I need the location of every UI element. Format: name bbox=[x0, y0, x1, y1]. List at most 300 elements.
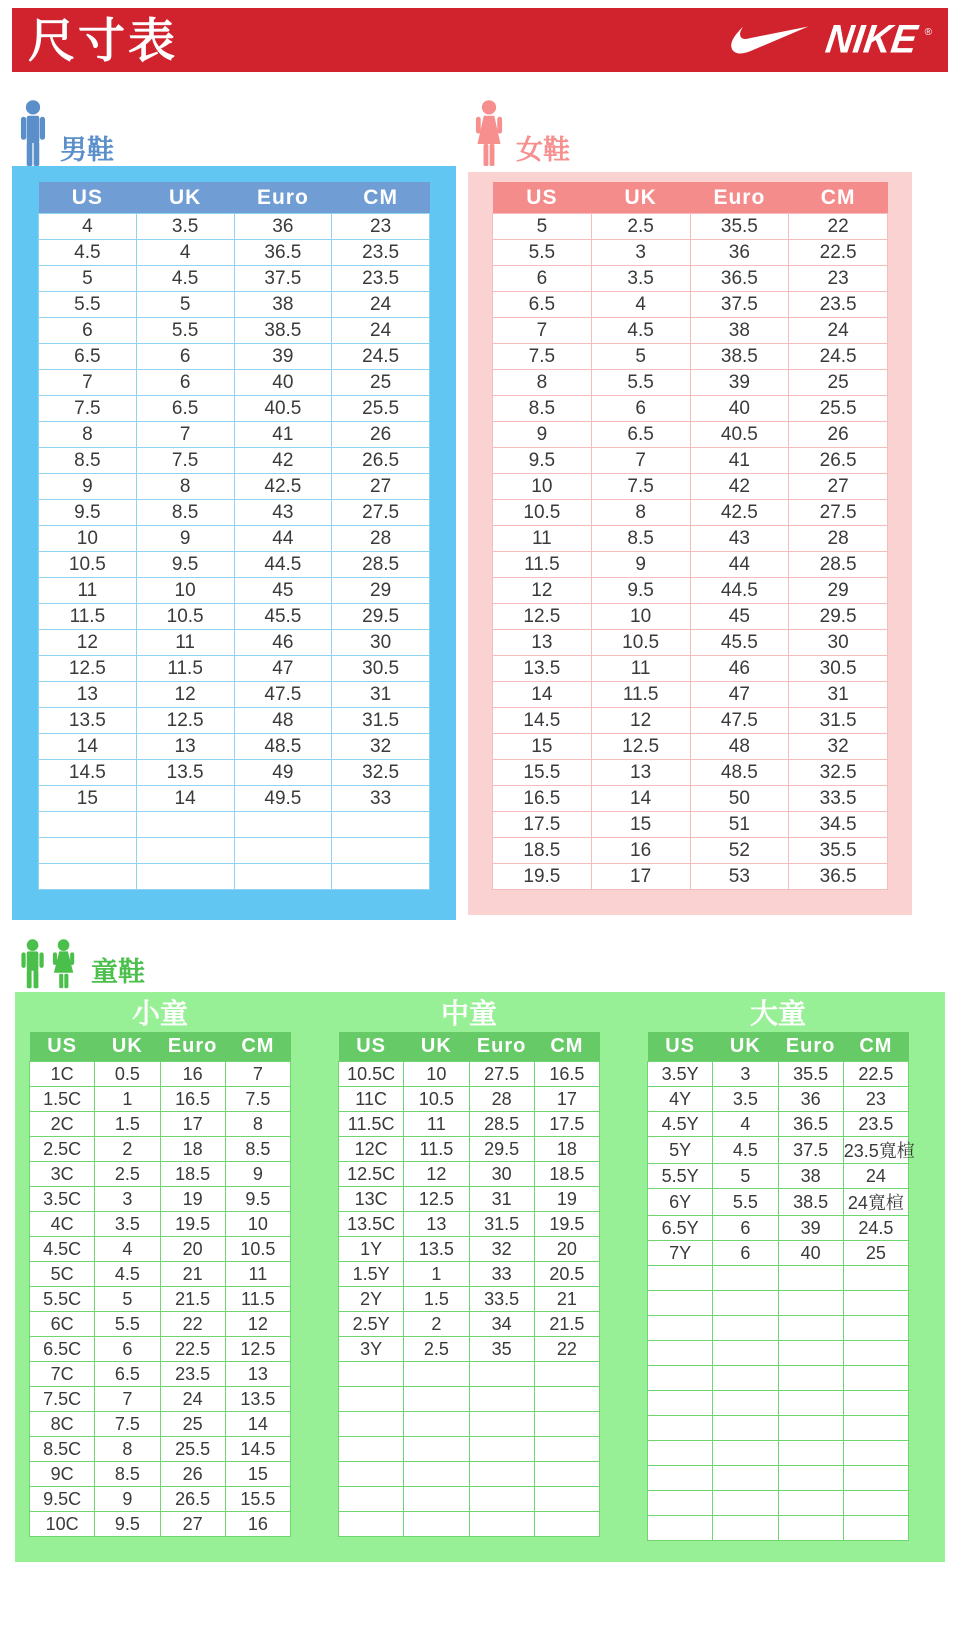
size-cell: 47.5 bbox=[234, 682, 332, 708]
size-cell bbox=[136, 838, 234, 864]
column-header-uk: UK bbox=[404, 1032, 469, 1062]
size-cell: 13.5 bbox=[225, 1387, 290, 1412]
size-cell: 11 bbox=[493, 526, 592, 552]
size-cell: 11.5 bbox=[39, 604, 137, 630]
size-cell: 4Y bbox=[648, 1087, 713, 1112]
size-cell: 6.5 bbox=[95, 1362, 160, 1387]
size-cell: 49 bbox=[234, 760, 332, 786]
size-cell: 26.5 bbox=[332, 448, 430, 474]
size-cell bbox=[648, 1366, 713, 1391]
header-banner bbox=[12, 8, 948, 72]
size-cell: 16.5 bbox=[493, 786, 592, 812]
size-cell: 7 bbox=[591, 448, 690, 474]
size-cell: 30 bbox=[789, 630, 888, 656]
size-cell bbox=[713, 1341, 778, 1366]
table-row bbox=[39, 318, 430, 344]
size-cell: 31.5 bbox=[332, 708, 430, 734]
size-cell bbox=[648, 1441, 713, 1466]
size-cell bbox=[136, 812, 234, 838]
size-cell bbox=[469, 1437, 534, 1462]
header-row bbox=[339, 1032, 600, 1062]
header-row bbox=[493, 182, 888, 214]
size-cell: 36.5 bbox=[690, 266, 789, 292]
size-cell: 10C bbox=[30, 1512, 95, 1537]
size-cell: 43 bbox=[234, 500, 332, 526]
table-row bbox=[339, 1412, 600, 1437]
size-cell: 45 bbox=[234, 578, 332, 604]
size-cell bbox=[648, 1391, 713, 1416]
size-cell: 14 bbox=[136, 786, 234, 812]
size-cell: 28 bbox=[469, 1087, 534, 1112]
size-cell: 3.5 bbox=[136, 214, 234, 240]
size-cell: 10.5 bbox=[225, 1237, 290, 1262]
table-row bbox=[39, 396, 430, 422]
size-cell: 28 bbox=[789, 526, 888, 552]
size-cell: 40.5 bbox=[234, 396, 332, 422]
size-cell: 10 bbox=[225, 1212, 290, 1237]
size-cell: 12.5 bbox=[404, 1187, 469, 1212]
size-cell: 14.5 bbox=[493, 708, 592, 734]
size-cell: 23.5 bbox=[160, 1362, 225, 1387]
kids-small-size-table bbox=[29, 1032, 291, 1537]
size-cell: 24 bbox=[332, 318, 430, 344]
size-cell bbox=[713, 1441, 778, 1466]
size-cell: 4 bbox=[713, 1112, 778, 1137]
size-cell: 47 bbox=[234, 656, 332, 682]
size-cell: 9 bbox=[591, 552, 690, 578]
size-cell: 3Y bbox=[339, 1337, 404, 1362]
size-cell: 8 bbox=[39, 422, 137, 448]
size-cell: 9.5 bbox=[591, 578, 690, 604]
size-cell: 46 bbox=[690, 656, 789, 682]
size-cell bbox=[404, 1462, 469, 1487]
size-cell: 30.5 bbox=[789, 656, 888, 682]
size-cell: 38 bbox=[778, 1164, 843, 1189]
size-cell: 14.5 bbox=[39, 760, 137, 786]
table-row bbox=[339, 1137, 600, 1162]
size-cell: 10.5 bbox=[404, 1087, 469, 1112]
size-cell: 40 bbox=[234, 370, 332, 396]
size-cell: 7 bbox=[95, 1387, 160, 1412]
size-cell: 13.5 bbox=[136, 760, 234, 786]
size-cell: 11 bbox=[39, 578, 137, 604]
size-cell: 12 bbox=[225, 1312, 290, 1337]
size-cell bbox=[534, 1462, 599, 1487]
column-header-uk: UK bbox=[136, 182, 234, 214]
size-cell: 3 bbox=[591, 240, 690, 266]
size-cell: 7 bbox=[493, 318, 592, 344]
table-row bbox=[39, 786, 430, 812]
size-cell: 9 bbox=[493, 422, 592, 448]
size-cell bbox=[778, 1491, 843, 1516]
size-cell: 7C bbox=[30, 1362, 95, 1387]
size-cell: 32 bbox=[332, 734, 430, 760]
size-cell: 21.5 bbox=[534, 1312, 599, 1337]
size-cell: 3 bbox=[713, 1062, 778, 1087]
size-cell bbox=[469, 1412, 534, 1437]
size-cell: 11 bbox=[136, 630, 234, 656]
size-cell bbox=[234, 812, 332, 838]
size-cell bbox=[136, 864, 234, 890]
men-section bbox=[12, 96, 456, 920]
table-row bbox=[39, 838, 430, 864]
size-cell: 23 bbox=[843, 1087, 908, 1112]
size-cell bbox=[469, 1362, 534, 1387]
size-cell: 15 bbox=[591, 812, 690, 838]
table-row bbox=[493, 734, 888, 760]
column-header-cm: CM bbox=[789, 182, 888, 214]
size-cell: 6 bbox=[136, 370, 234, 396]
size-cell: 15.5 bbox=[225, 1487, 290, 1512]
size-cell: 24.5 bbox=[843, 1216, 908, 1241]
size-cell: 32.5 bbox=[789, 760, 888, 786]
size-cell: 19.5 bbox=[493, 864, 592, 890]
size-cell: 39 bbox=[778, 1216, 843, 1241]
size-cell: 7.5 bbox=[591, 474, 690, 500]
table-row bbox=[339, 1212, 600, 1237]
size-cell: 35 bbox=[469, 1337, 534, 1362]
size-cell: 7 bbox=[136, 422, 234, 448]
table-row bbox=[493, 396, 888, 422]
women-size-table bbox=[492, 182, 888, 890]
size-cell: 8 bbox=[225, 1112, 290, 1137]
size-cell: 3.5 bbox=[95, 1212, 160, 1237]
size-cell: 36 bbox=[690, 240, 789, 266]
size-cell: 8.5C bbox=[30, 1437, 95, 1462]
size-cell: 30.5 bbox=[332, 656, 430, 682]
size-cell: 48 bbox=[690, 734, 789, 760]
size-cell: 2.5 bbox=[404, 1337, 469, 1362]
size-cell: 2.5 bbox=[591, 214, 690, 240]
size-cell: 42 bbox=[690, 474, 789, 500]
size-cell: 25 bbox=[332, 370, 430, 396]
size-cell: 1.5 bbox=[95, 1112, 160, 1137]
size-cell: 53 bbox=[690, 864, 789, 890]
table-row bbox=[30, 1237, 291, 1262]
size-cell: 11.5 bbox=[591, 682, 690, 708]
table-row bbox=[339, 1437, 600, 1462]
table-row bbox=[339, 1162, 600, 1187]
table-row bbox=[39, 760, 430, 786]
table-row bbox=[39, 656, 430, 682]
size-cell: 29.5 bbox=[469, 1137, 534, 1162]
size-cell: 50 bbox=[690, 786, 789, 812]
size-cell: 9 bbox=[136, 526, 234, 552]
table-row bbox=[39, 812, 430, 838]
size-cell: 7.5C bbox=[30, 1387, 95, 1412]
size-cell: 37.5 bbox=[778, 1137, 843, 1164]
size-cell: 37.5 bbox=[234, 266, 332, 292]
size-cell: 12.5 bbox=[493, 604, 592, 630]
column-header-euro: Euro bbox=[778, 1032, 843, 1062]
kids-small-column bbox=[29, 998, 291, 1562]
size-cell bbox=[778, 1341, 843, 1366]
size-cell: 2.5C bbox=[30, 1137, 95, 1162]
size-cell: 48.5 bbox=[690, 760, 789, 786]
size-cell: 2C bbox=[30, 1112, 95, 1137]
table-row bbox=[339, 1287, 600, 1312]
size-cell: 31.5 bbox=[469, 1212, 534, 1237]
size-cell: 24.5 bbox=[789, 344, 888, 370]
table-row bbox=[493, 786, 888, 812]
size-cell bbox=[648, 1491, 713, 1516]
table-row bbox=[493, 214, 888, 240]
size-cell: 21 bbox=[160, 1262, 225, 1287]
table-row bbox=[339, 1337, 600, 1362]
table-row bbox=[39, 578, 430, 604]
size-cell: 5 bbox=[591, 344, 690, 370]
size-cell: 19 bbox=[534, 1187, 599, 1212]
table-row bbox=[39, 682, 430, 708]
table-row bbox=[39, 214, 430, 240]
size-cell: 19.5 bbox=[534, 1212, 599, 1237]
table-row bbox=[648, 1491, 909, 1516]
size-cell bbox=[469, 1387, 534, 1412]
size-cell: 7.5 bbox=[39, 396, 137, 422]
size-cell: 7Y bbox=[648, 1241, 713, 1266]
table-row bbox=[648, 1216, 909, 1241]
size-cell: 22.5 bbox=[843, 1062, 908, 1087]
table-row bbox=[39, 474, 430, 500]
table-row bbox=[339, 1187, 600, 1212]
size-cell bbox=[404, 1362, 469, 1387]
size-cell: 9.5 bbox=[39, 500, 137, 526]
size-cell: 36 bbox=[778, 1087, 843, 1112]
size-cell: 1C bbox=[30, 1062, 95, 1087]
size-cell: 11.5C bbox=[339, 1112, 404, 1137]
size-cell: 1 bbox=[95, 1087, 160, 1112]
kids-panel bbox=[15, 992, 945, 1562]
size-cell bbox=[713, 1516, 778, 1541]
table-row bbox=[339, 1312, 600, 1337]
table-row bbox=[39, 240, 430, 266]
table-row bbox=[30, 1137, 291, 1162]
kids-big-column bbox=[647, 998, 915, 1562]
size-cell: 38.5 bbox=[690, 344, 789, 370]
size-cell: 29 bbox=[332, 578, 430, 604]
size-cell: 51 bbox=[690, 812, 789, 838]
size-cell: 16 bbox=[225, 1512, 290, 1537]
size-cell bbox=[778, 1441, 843, 1466]
size-cell: 13.5C bbox=[339, 1212, 404, 1237]
size-cell bbox=[339, 1412, 404, 1437]
women-label: 女鞋 bbox=[516, 135, 570, 165]
size-cell: 2.5 bbox=[95, 1162, 160, 1187]
size-cell: 2.5Y bbox=[339, 1312, 404, 1337]
table-row bbox=[493, 474, 888, 500]
size-cell: 4.5C bbox=[30, 1237, 95, 1262]
size-cell: 30 bbox=[332, 630, 430, 656]
size-cell: 12.5 bbox=[136, 708, 234, 734]
size-cell: 7 bbox=[39, 370, 137, 396]
header-row bbox=[30, 1032, 291, 1062]
size-cell: 28.5 bbox=[469, 1112, 534, 1137]
size-cell: 36.5 bbox=[234, 240, 332, 266]
size-cell: 0.5 bbox=[95, 1062, 160, 1087]
table-row bbox=[648, 1137, 909, 1164]
size-cell: 44 bbox=[690, 552, 789, 578]
table-row bbox=[493, 500, 888, 526]
size-cell bbox=[648, 1416, 713, 1441]
table-row bbox=[493, 422, 888, 448]
table-row bbox=[648, 1266, 909, 1291]
size-cell: 5 bbox=[713, 1164, 778, 1189]
size-cell bbox=[778, 1291, 843, 1316]
size-cell: 23.5寬楦 bbox=[843, 1137, 908, 1164]
size-cell: 26 bbox=[332, 422, 430, 448]
table-row bbox=[493, 578, 888, 604]
size-cell: 10.5 bbox=[136, 604, 234, 630]
size-cell: 16 bbox=[160, 1062, 225, 1087]
size-cell bbox=[713, 1416, 778, 1441]
size-cell bbox=[778, 1466, 843, 1491]
column-header-euro: Euro bbox=[160, 1032, 225, 1062]
table-row bbox=[30, 1162, 291, 1187]
woman-icon bbox=[472, 100, 506, 166]
table-row bbox=[339, 1062, 600, 1087]
size-cell: 17 bbox=[534, 1087, 599, 1112]
size-cell: 41 bbox=[234, 422, 332, 448]
size-cell: 6 bbox=[136, 344, 234, 370]
size-cell: 40 bbox=[690, 396, 789, 422]
size-cell: 17 bbox=[160, 1112, 225, 1137]
size-cell: 17.5 bbox=[493, 812, 592, 838]
table-row bbox=[39, 630, 430, 656]
size-cell bbox=[843, 1441, 908, 1466]
size-cell: 41 bbox=[690, 448, 789, 474]
size-cell: 22.5 bbox=[160, 1337, 225, 1362]
size-cell: 40.5 bbox=[690, 422, 789, 448]
size-cell: 6.5 bbox=[493, 292, 592, 318]
size-cell: 15 bbox=[225, 1462, 290, 1487]
size-cell: 38 bbox=[690, 318, 789, 344]
size-cell: 29.5 bbox=[332, 604, 430, 630]
size-cell: 45.5 bbox=[690, 630, 789, 656]
size-cell: 13 bbox=[136, 734, 234, 760]
size-cell: 16 bbox=[591, 838, 690, 864]
size-cell: 2 bbox=[95, 1137, 160, 1162]
size-cell: 3.5 bbox=[713, 1087, 778, 1112]
size-cell bbox=[778, 1391, 843, 1416]
size-cell: 7.5 bbox=[95, 1412, 160, 1437]
column-header-cm: CM bbox=[225, 1032, 290, 1062]
size-cell bbox=[534, 1362, 599, 1387]
size-cell: 12 bbox=[404, 1162, 469, 1187]
size-cell: 25 bbox=[160, 1412, 225, 1437]
table-row bbox=[493, 760, 888, 786]
size-cell: 13 bbox=[39, 682, 137, 708]
size-cell: 4.5Y bbox=[648, 1112, 713, 1137]
size-cell: 6 bbox=[591, 396, 690, 422]
size-cell: 34 bbox=[469, 1312, 534, 1337]
size-cell: 24 bbox=[789, 318, 888, 344]
size-cell bbox=[39, 838, 137, 864]
size-cell: 42.5 bbox=[690, 500, 789, 526]
size-cell bbox=[843, 1391, 908, 1416]
size-cell: 8.5 bbox=[225, 1137, 290, 1162]
size-cell: 23 bbox=[332, 214, 430, 240]
size-cell: 45 bbox=[690, 604, 789, 630]
size-cell: 14 bbox=[225, 1412, 290, 1437]
size-cell: 44 bbox=[234, 526, 332, 552]
size-cell: 9 bbox=[225, 1162, 290, 1187]
size-cell: 45.5 bbox=[234, 604, 332, 630]
size-cell: 12 bbox=[493, 578, 592, 604]
size-cell: 28.5 bbox=[789, 552, 888, 578]
size-cell: 33.5 bbox=[469, 1287, 534, 1312]
size-cell: 5.5 bbox=[591, 370, 690, 396]
size-cell bbox=[39, 812, 137, 838]
size-cell: 36.5 bbox=[789, 864, 888, 890]
table-row bbox=[493, 604, 888, 630]
size-cell: 4C bbox=[30, 1212, 95, 1237]
size-cell: 12 bbox=[39, 630, 137, 656]
table-row bbox=[339, 1237, 600, 1262]
size-cell bbox=[778, 1416, 843, 1441]
size-cell: 1Y bbox=[339, 1237, 404, 1262]
size-cell bbox=[648, 1316, 713, 1341]
size-cell: 17.5 bbox=[534, 1112, 599, 1137]
size-cell: 9 bbox=[95, 1487, 160, 1512]
size-cell: 8.5 bbox=[39, 448, 137, 474]
table-row bbox=[648, 1316, 909, 1341]
size-cell: 5.5 bbox=[39, 292, 137, 318]
size-cell: 27 bbox=[332, 474, 430, 500]
size-cell: 25.5 bbox=[160, 1437, 225, 1462]
table-row bbox=[648, 1341, 909, 1366]
size-cell: 13.5 bbox=[39, 708, 137, 734]
size-cell: 6 bbox=[95, 1337, 160, 1362]
size-cell: 14 bbox=[591, 786, 690, 812]
size-cell: 39 bbox=[234, 344, 332, 370]
size-cell: 20.5 bbox=[534, 1262, 599, 1287]
size-cell: 44.5 bbox=[234, 552, 332, 578]
size-cell: 13 bbox=[591, 760, 690, 786]
size-cell: 10.5 bbox=[493, 500, 592, 526]
size-cell: 4.5 bbox=[713, 1137, 778, 1164]
children-icon bbox=[19, 938, 81, 990]
size-cell: 13.5 bbox=[404, 1237, 469, 1262]
size-cell: 48.5 bbox=[234, 734, 332, 760]
size-cell: 26 bbox=[789, 422, 888, 448]
column-header-euro: Euro bbox=[234, 182, 332, 214]
size-cell: 10.5 bbox=[591, 630, 690, 656]
size-cell bbox=[713, 1491, 778, 1516]
kids-small-title: 小童 bbox=[131, 998, 188, 1029]
size-cell: 38 bbox=[234, 292, 332, 318]
table-row bbox=[30, 1362, 291, 1387]
size-cell bbox=[713, 1316, 778, 1341]
column-header-cm: CM bbox=[534, 1032, 599, 1062]
page-title: 尺寸表 bbox=[28, 13, 178, 67]
size-cell: 3.5C bbox=[30, 1187, 95, 1212]
nike-swoosh-icon bbox=[722, 22, 818, 58]
size-cell: 4.5 bbox=[39, 240, 137, 266]
size-cell: 42 bbox=[234, 448, 332, 474]
size-cell: 5C bbox=[30, 1262, 95, 1287]
size-cell: 1 bbox=[404, 1262, 469, 1287]
size-cell: 35.5 bbox=[778, 1062, 843, 1087]
nike-wordmark: NIKE bbox=[822, 17, 920, 63]
size-cell: 21.5 bbox=[160, 1287, 225, 1312]
size-cell: 32 bbox=[789, 734, 888, 760]
table-row bbox=[30, 1112, 291, 1137]
size-cell bbox=[843, 1266, 908, 1291]
size-cell: 11.5 bbox=[404, 1137, 469, 1162]
table-row bbox=[39, 370, 430, 396]
size-cell bbox=[469, 1512, 534, 1537]
size-cell: 16.5 bbox=[160, 1087, 225, 1112]
